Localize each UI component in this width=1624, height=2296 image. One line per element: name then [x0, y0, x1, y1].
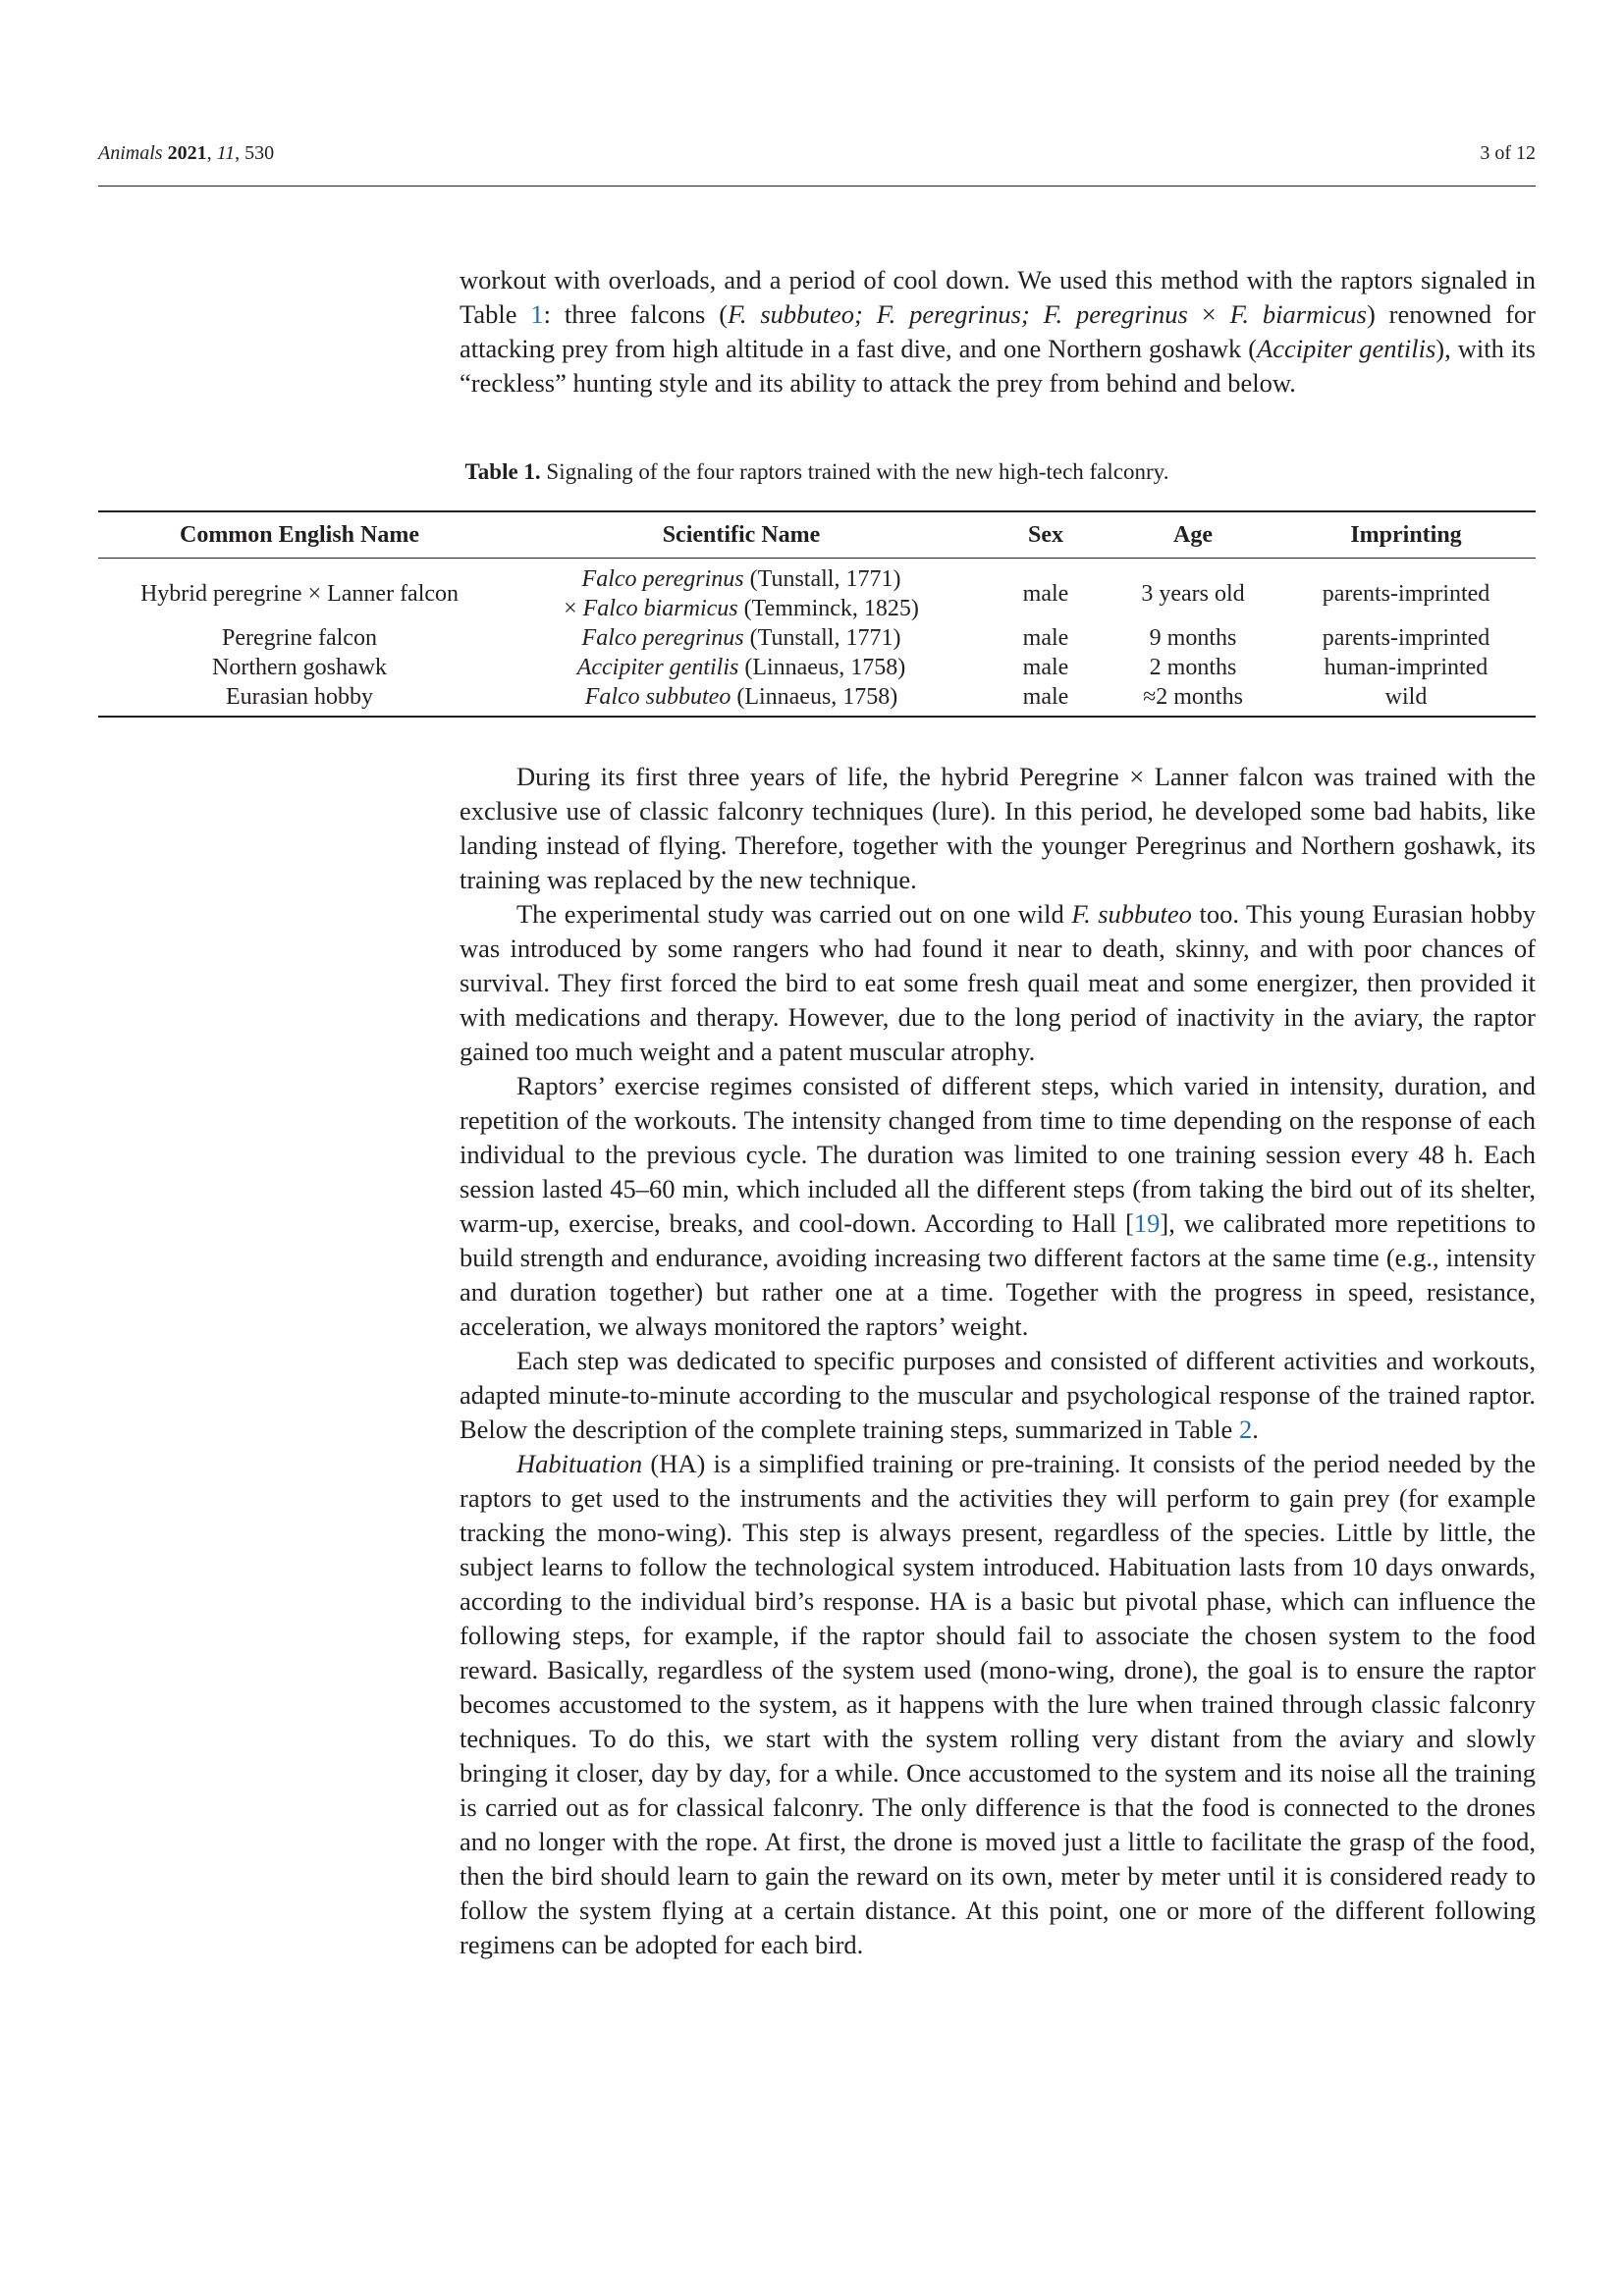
paragraph-3: Raptors’ exercise regimes consisted of different steps, which varied in intensity, duration, and repetition of the workouts. The intensity changed from time to time depending on the response of each individual to the previous cycle. The duration was limited to one training session every 48 h. Each session lasted 45–60 min, which included all the different steps (from taking the bird out of its shelter, warm-up, exercise, breaks, and cool-down. According to Hall [19], we calibrated more repetitions to build strength and endurance, avoiding increasing two different factors at the same time (e.g., intensity and duration together) but rather one at a time. Together with the progress in speed, resistance, acceleration, we always monitored the raptors’ weight. — [460, 1071, 1536, 1341]
paragraph-4: Each step was dedicated to specific purposes and consisted of different activities and workouts, adapted minute-to-minute according to the muscular and psychological response of the trained raptor. Below the description of the complete training steps, summarized in Table 2. — [460, 1346, 1536, 1444]
journal-year: 2021 — [167, 142, 207, 164]
journal-name: Animals — [98, 142, 163, 164]
raptors-table — [98, 510, 1536, 718]
journal-volume: 11 — [216, 142, 236, 164]
cell-age: 2 months — [1149, 655, 1237, 680]
cell-imprinting: parents-imprinted — [1322, 625, 1490, 651]
cell-common-name: Northern goshawk — [212, 655, 387, 680]
cell-sex: male — [1022, 581, 1069, 607]
col-header-age: Age — [1110, 511, 1276, 559]
intro-paragraph: workout with overloads, and a period of cool down. We used this method with the raptors signaled in Table 1: three falcons (F. subbuteo; F. peregrinus; F. peregrinus × F. biarmicus) renowned for attacking prey from high altitude in a fast dive, and one Northern goshawk (Accipiter gentilis), with its “reckless” hunting style and its ability to attack the prey from behind and below. — [460, 265, 1536, 398]
cell-scientific-name: Falco peregrinus (Tunstall, 1771) × Falco biarmicus (Temminck, 1825) — [564, 566, 919, 621]
reference-19-link[interactable]: 19 — [1133, 1208, 1161, 1238]
running-header — [98, 142, 1536, 187]
cell-sex: male — [982, 682, 1110, 717]
col-header-sex: Sex — [982, 511, 1110, 559]
cell-common-name: Peregrine falcon — [222, 625, 377, 651]
col-header-scientific-name: Scientific Name — [501, 511, 982, 559]
cell-common-name: Eurasian hobby — [98, 682, 501, 717]
cell-imprinting: wild — [1276, 682, 1536, 717]
cell-common-name: Hybrid peregrine × Lanner falcon — [139, 581, 460, 607]
paragraph-2: The experimental study was carried out on one wild F. subbuteo too. This young Eurasian hobby was introduced by some rangers who had found it near to death, skinny, and with poor chances of survival. They first forced the bird to eat some fresh quail meat and some energizer, then provided it with medications and therapy. However, due to the long period of inactivity in the aviary, the raptor gained too much weight and a patent muscular atrophy. — [460, 899, 1536, 1066]
page-number: 3 of 12 — [1480, 142, 1536, 164]
col-header-common-name: Common English Name — [98, 511, 501, 559]
cell-scientific-name: Falco peregrinus (Tunstall, 1771) — [581, 625, 901, 651]
table-2-link[interactable]: 2 — [1238, 1415, 1253, 1444]
cell-scientific-name: Falco subbuteo (Linnaeus, 1758) — [501, 682, 982, 717]
cell-imprinting: parents-imprinted — [1322, 581, 1490, 607]
col-header-imprinting: Imprinting — [1276, 511, 1536, 559]
cell-age: 9 months — [1149, 625, 1237, 651]
paragraph-5: Habituation (HA) is a simplified training or pre-training. It consists of the period needed by the raptors to get used to the instruments and the activities they will perform to gain prey (for example tracking the mono-wing). This step is always present, regardless of the species. Little by little, the subject learns to follow the technological system introduced. Habituation lasts from 10 days onwards, according to the individual bird’s response. HA is a basic but pivotal phase, which can influence the following steps, for example, if the raptor should fail to associate the chosen system to the food reward. Basically, regardless of the system used (mono-wing, drone), the goal is to ensure the raptor becomes accustomed to the system, as it happens with the lure when trained through classic falconry techniques. To do this, we start with the system rolling very distant from the aviary and slowly bringing it closer, day by day, for a while. Once accustomed to the system and its noise all the training is carried out as for classical falconry. The only difference is that the food is connected to the drones and no longer with the rope. At first, the drone is moved just a little to facilitate the grasp of the food, then the bird should learn to gain the reward on its own, meter by meter until it is considered ready to follow the system flying at a certain distance. At this point, one or more of the different following regimens can be adopted for each bird. — [460, 1449, 1536, 1959]
paragraph-1: During its first three years of life, the hybrid Peregrine × Lanner falcon was trained with the exclusive use of classic falconry techniques (lure). In this period, he developed some bad habits, like landing instead of flying. Therefore, together with the younger Peregrinus and Northern goshawk, its training was replaced by the new technique. — [460, 762, 1536, 894]
cell-imprinting: human-imprinted — [1324, 655, 1489, 680]
main-text — [460, 760, 1536, 1962]
cell-age: ≈2 months — [1110, 682, 1276, 717]
table-header-row — [98, 511, 1536, 559]
table-row — [98, 623, 1536, 653]
cell-age: 3 years old — [1141, 581, 1245, 607]
cell-scientific-name: Accipiter gentilis (Linnaeus, 1758) — [576, 655, 906, 680]
habituation-term: Habituation — [516, 1449, 643, 1478]
table-caption-label: Table 1. — [464, 459, 541, 484]
cell-sex: male — [1022, 655, 1069, 680]
table-caption — [98, 459, 1536, 485]
cell-sex: male — [1022, 625, 1069, 651]
table-row — [98, 682, 1536, 717]
table-1-link[interactable]: 1 — [530, 299, 544, 329]
table-row — [98, 653, 1536, 682]
article-number: 530 — [244, 142, 275, 164]
journal-citation: Animals 2021, 11, 530 — [98, 142, 275, 164]
table-row — [98, 559, 1536, 624]
table-caption-text: Signaling of the four raptors trained with the new high-tech falconry. — [546, 459, 1169, 484]
